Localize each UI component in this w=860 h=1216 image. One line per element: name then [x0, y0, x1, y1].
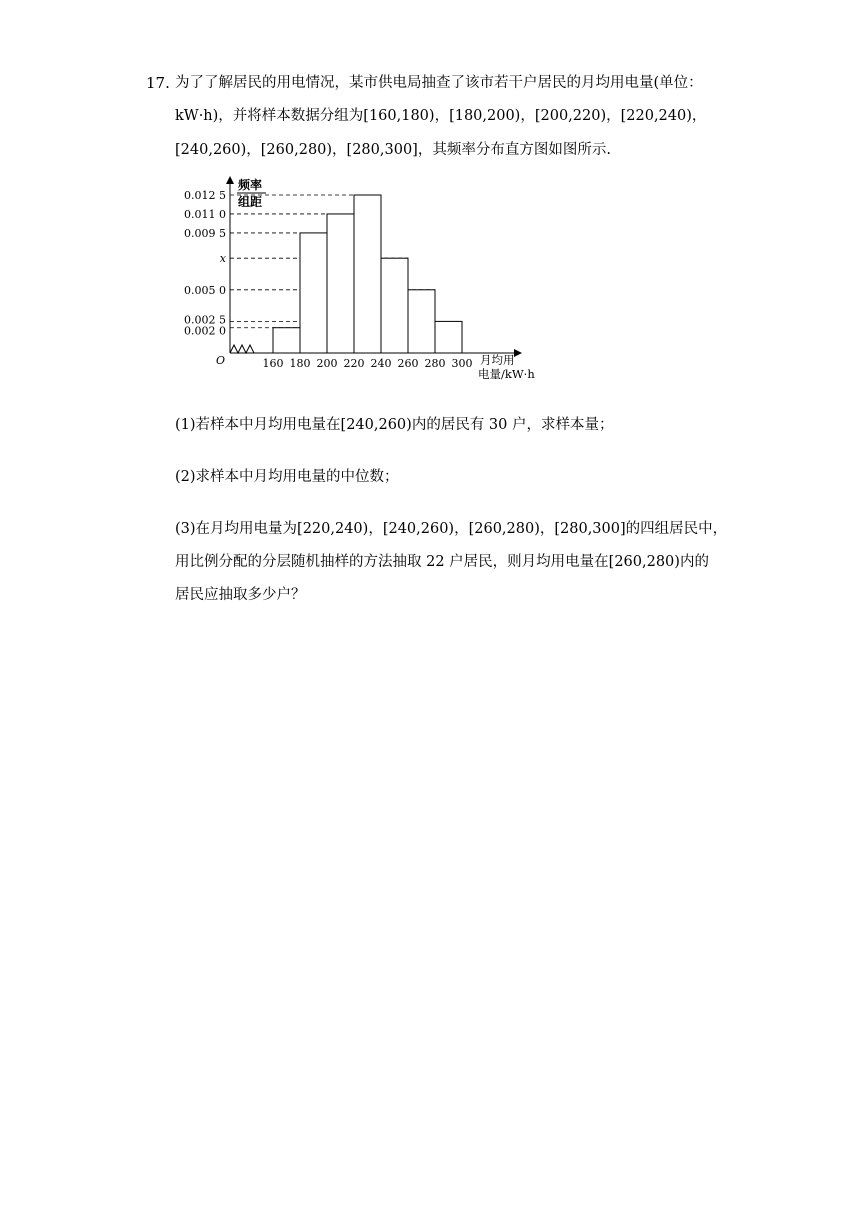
origin-label: O	[216, 354, 226, 367]
axis-break-mark	[230, 345, 254, 353]
y-tick-label-4: 0.005 0	[184, 283, 226, 297]
x-tick-label-220: 220	[343, 357, 365, 370]
sub-question-3-line-3: 居民应抽取多少户？	[175, 587, 306, 603]
x-axis-label-line2: 电量/kW·h	[478, 367, 535, 381]
sub-question-3-line-2: 用比例分配的分层随机抽样的方法抽取 22 户居民，则月均用电量在[260,280)内的	[175, 554, 709, 570]
x-tick-label-300: 300	[451, 357, 473, 370]
question-stem-line-3: [240,260)，[260,280)，[280,300]，其频率分布直方图如图所示.	[175, 142, 611, 158]
x-tick-label-240: 240	[370, 357, 392, 370]
sub-question-1: (1)若样本中月均用电量在[240,260)内的居民有 30 户，求样本量；	[175, 417, 614, 433]
x-axis-label-line1: 月均用	[480, 353, 515, 367]
x-tick-label-180: 180	[289, 357, 311, 370]
histogram-bar-220-240	[354, 195, 381, 353]
question-stem-line-1: 为了了解居民的用电情况，某市供电局抽查了该市若干户居民的月均用电量(单位：	[175, 75, 703, 91]
histogram-bar-240-260	[381, 258, 408, 353]
histogram-bar-200-220	[327, 214, 354, 353]
y-tick-label-5: 0.002 5	[184, 313, 226, 327]
question-number: 17.	[146, 74, 170, 92]
sub-question-3-line-1: (3)在月均用电量为[220,240)，[240,260)，[260,280)，[280,300]的四组居民中，	[175, 521, 728, 537]
y-tick-label-3: x	[219, 252, 226, 266]
histogram-bar-160-180	[273, 328, 300, 353]
x-tick-label-260: 260	[397, 357, 419, 370]
histogram-bar-280-300	[435, 321, 462, 353]
y-tick-label-6: 0.002 0	[184, 324, 226, 338]
y-axis-label-top: 频率	[238, 178, 263, 192]
histogram-bar-260-280	[408, 290, 435, 353]
x-tick-label-160: 160	[262, 357, 284, 370]
x-tick-label-200: 200	[316, 357, 338, 370]
frequency-histogram	[170, 170, 570, 385]
sub-question-2: (2)求样本中月均用电量的中位数；	[175, 469, 399, 485]
question-stem-line-2: kW·h)，并将样本数据分组为[160,180)，[180,200)，[200,220)，[220,240)，	[175, 108, 707, 124]
y-tick-label-0: 0.012 5	[184, 189, 226, 202]
x-tick-label-280: 280	[424, 357, 446, 370]
histogram-bar-180-200	[300, 233, 327, 353]
y-tick-label-2: 0.009 5	[184, 226, 226, 240]
y-tick-label-1: 0.011 0	[184, 207, 226, 221]
y-axis-label-bottom: 组距	[238, 195, 263, 209]
